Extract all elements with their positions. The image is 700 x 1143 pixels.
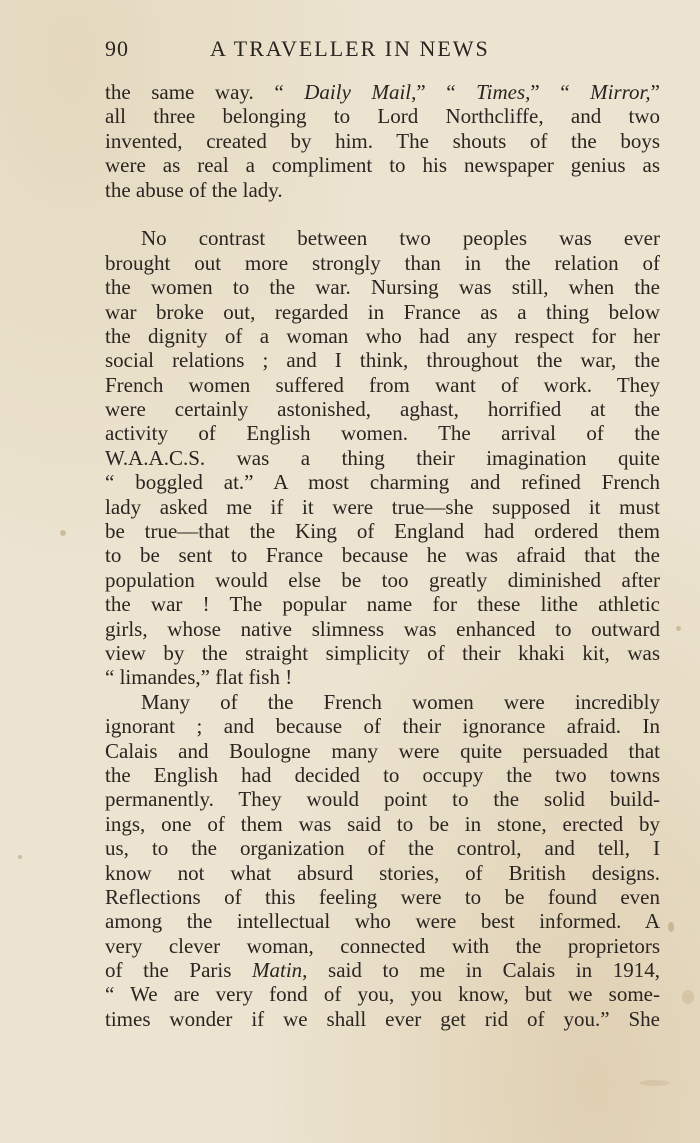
- text-line: social relations ; and I think, throughout the war, the: [105, 348, 660, 373]
- text-line: Calais and Boulogne many were quite persuaded that: [105, 738, 660, 763]
- paragraph-gap: [105, 202, 660, 226]
- page-number: 90: [105, 36, 129, 61]
- text-line: be true—that the King of England had ordered them: [105, 519, 660, 544]
- text-line: the same way. “ Daily Mail,” “ Times,” “ Mirror,”: [105, 80, 660, 104]
- text-line: us, to the organization of the control, and tell, I: [105, 836, 660, 861]
- text-line: the women to the war. Nursing was still, when the: [105, 275, 660, 300]
- text-line: “ boggled at.” A most charming and refined French: [105, 470, 660, 495]
- foxing-spot: [682, 990, 694, 1004]
- text-line: “ limandes,” flat fish !: [105, 665, 293, 690]
- text-line: ings, one of them was said to be in stone, erected by: [105, 811, 660, 836]
- text-line: know not what absurd stories, of British designs.: [105, 860, 660, 885]
- text-line: to be sent to France because he was afraid that the: [105, 543, 660, 568]
- text-line: were as real a compliment to his newspaper genius as: [105, 153, 660, 178]
- text-line: No contrast between two peoples was ever: [141, 226, 660, 251]
- text-line: times wonder if we shall ever get rid of you.” She: [105, 1006, 660, 1031]
- text-line: the war ! The popular name for these lithe athletic: [105, 592, 660, 617]
- text-line: permanently. They would point to the solid build-: [105, 787, 660, 812]
- text-line: all three belonging to Lord Northcliffe, and two: [105, 104, 660, 129]
- text-line: ignorant ; and because of their ignorance afraid. In: [105, 714, 660, 739]
- text-line: view by the straight simplicity of their khaki kit, was: [105, 640, 660, 665]
- text-line: lady asked me if it were true—she supposed it must: [105, 494, 660, 519]
- foxing-spot: [18, 855, 22, 859]
- text-line: war broke out, regarded in France as a thing below: [105, 299, 660, 324]
- foxing-spot: [676, 626, 681, 631]
- text-line: the abuse of the lady.: [105, 177, 283, 202]
- text-line: activity of English women. The arrival of the: [105, 421, 660, 446]
- text-line: French women suffered from want of work. They: [105, 372, 660, 397]
- foxing-spot: [640, 1080, 670, 1086]
- text-line: Reflections of this feeling were to be found even: [105, 884, 660, 909]
- text-line: W.A.A.C.S. was a thing their imagination quite: [105, 445, 660, 470]
- text-line: Many of the French women were incredibly: [141, 689, 660, 714]
- text-line: of the Paris Matin, said to me in Calais in 1914,: [105, 958, 660, 983]
- text-line: “ We are very fond of you, you know, but we some-: [105, 982, 660, 1007]
- running-head: A TRAVELLER IN NEWS: [210, 36, 490, 61]
- text-line: girls, whose native slimness was enhanced to outward: [105, 616, 660, 641]
- text-line: brought out more strongly than in the relation of: [105, 250, 660, 275]
- body-text: [105, 80, 660, 1031]
- text-line: were certainly astonished, aghast, horrified at the: [105, 397, 660, 422]
- text-line: the English had decided to occupy the two towns: [105, 762, 660, 787]
- text-line: among the intellectual who were best informed. A: [105, 909, 660, 934]
- foxing-spot: [60, 530, 66, 536]
- text-line: very clever woman, connected with the proprietors: [105, 933, 660, 958]
- text-line: population would else be too greatly diminished after: [105, 567, 660, 592]
- foxing-spot: [668, 922, 674, 932]
- page-header: [105, 36, 660, 66]
- text-line: the dignity of a woman who had any respect for her: [105, 323, 660, 348]
- text-line: invented, created by him. The shouts of the boys: [105, 128, 660, 153]
